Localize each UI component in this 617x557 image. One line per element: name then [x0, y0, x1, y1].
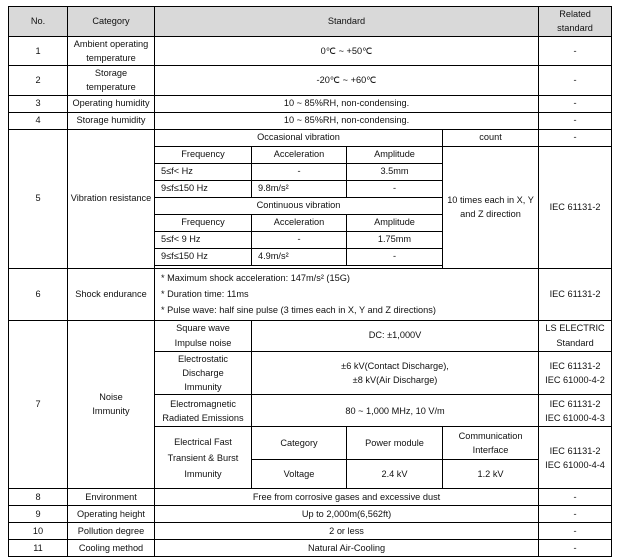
category-cell: Vibration resistance [68, 129, 155, 268]
frequency-value: 5≤f< Hz [155, 163, 252, 180]
category-line: Ambient operating [73, 38, 149, 49]
related-standard: - [539, 66, 612, 96]
standard-value: 0℃ ~ +50℃ [155, 36, 539, 66]
header-line: Communication [458, 431, 523, 441]
name-line: Immunity [184, 468, 222, 479]
related-line: LS ELECTRIC [545, 323, 605, 334]
row-number: 6 [9, 268, 68, 320]
name-line: Electromagnetic [170, 398, 236, 409]
count-line: and Z direction [460, 209, 521, 219]
amplitude-value: - [347, 180, 443, 197]
acceleration-value: 9.8m/s² [252, 180, 347, 197]
standard-value: Up to 2,000m(6,562ft) [155, 506, 539, 523]
related-standard: - [539, 112, 612, 129]
header-standard: Standard [155, 7, 539, 37]
standard-value: Free from corrosive gases and excessive dust [155, 489, 539, 506]
related-standard: - [539, 540, 612, 557]
eft-voltage-label: Voltage [252, 460, 347, 489]
name-line: Radiated Emissions [162, 412, 244, 423]
row-number: 9 [9, 506, 68, 523]
related-standard: IEC 61131-2 [539, 268, 612, 320]
related-standard: - [539, 129, 612, 146]
related-standard: - [539, 95, 612, 112]
row-number: 4 [9, 112, 68, 129]
table-row [9, 320, 612, 351]
header-row [9, 7, 612, 37]
amplitude-value: - [347, 248, 443, 265]
table-row [9, 112, 612, 129]
acceleration-value: - [252, 231, 347, 248]
occasional-vibration-label: Occasional vibration [155, 129, 443, 146]
header-category: Category [68, 7, 155, 37]
standard-value: 10 ~ 85%RH, non-condensing. [155, 112, 539, 129]
table-row [9, 66, 612, 96]
frequency-header: Frequency [155, 214, 252, 231]
amplitude-header: Amplitude [347, 214, 443, 231]
row-number: 3 [9, 95, 68, 112]
shock-details [155, 268, 539, 320]
row-number: 11 [9, 540, 68, 557]
name-line: Electrostatic Discharge [177, 353, 229, 378]
header-related-standard: Related standard [539, 7, 612, 37]
count-header: count [443, 129, 539, 146]
table-row [9, 540, 612, 557]
category-line: Noise [99, 392, 123, 403]
category-cell [68, 320, 155, 489]
acceleration-value: 4.9m/s² [252, 248, 347, 265]
frequency-header: Frequency [155, 146, 252, 163]
related-line: Standard [556, 337, 594, 348]
related-line: IEC 61131-2 [549, 398, 601, 409]
standard-value: Natural Air-Cooling [155, 540, 539, 557]
shock-line: * Pulse wave: half sine pulse (3 times each in X, Y and Z directions) [161, 305, 436, 316]
related-standard: - [539, 489, 612, 506]
related-standard [539, 351, 612, 395]
electromagnetic-name [155, 395, 252, 427]
category-cell [68, 36, 155, 66]
header-line: Interface [472, 445, 509, 456]
category-cell: Operating humidity [68, 95, 155, 112]
count-line: 10 times each in X, Y [447, 194, 534, 205]
standard-value: 2 or less [155, 523, 539, 540]
square-wave-name [155, 320, 252, 351]
row-number: 1 [9, 36, 68, 66]
category-line: Immunity [92, 406, 130, 417]
category-cell: Cooling method [68, 540, 155, 557]
amplitude-header: Amplitude [347, 146, 443, 163]
name-line: Impulse noise [174, 337, 232, 348]
specifications-table [8, 6, 612, 557]
acceleration-header: Acceleration [252, 146, 347, 163]
related-standard [539, 427, 612, 489]
name-line: Transient & Burst [167, 452, 239, 463]
table-row [9, 268, 612, 320]
table-row [9, 95, 612, 112]
table-row [9, 489, 612, 506]
amplitude-value: 1.75mm [347, 231, 443, 248]
row-number: 10 [9, 523, 68, 540]
square-wave-standard: DC: ±1,000V [252, 320, 539, 351]
category-cell: Storage temperature [68, 66, 155, 96]
count-cell [443, 146, 539, 268]
category-cell: Environment [68, 489, 155, 506]
related-line: IEC 61131-2 [549, 360, 601, 371]
related-standard: - [539, 506, 612, 523]
name-line: Immunity [184, 382, 222, 392]
eft-comm-value: 1.2 kV [443, 460, 539, 489]
row-number: 8 [9, 489, 68, 506]
acceleration-header: Acceleration [252, 214, 347, 231]
shock-line: * Maximum shock acceleration: 147m/s² (15G) [161, 272, 350, 283]
standard-line: ±6 kV(Contact Discharge), [341, 360, 449, 371]
header-no: No. [9, 7, 68, 37]
esd-standard [252, 351, 539, 395]
category-cell: Pollution degree [68, 523, 155, 540]
category-cell: Operating height [68, 506, 155, 523]
related-standard: - [539, 36, 612, 66]
electromagnetic-standard: 80 ~ 1,000 MHz, 10 V/m [252, 395, 539, 427]
related-line: IEC 61000-4-3 [545, 412, 605, 423]
related-standard [539, 320, 612, 351]
esd-name [155, 351, 252, 395]
related-standard: - [539, 523, 612, 540]
eft-category-header: Category [252, 427, 347, 460]
frequency-value: 9≤f≤150 Hz [155, 180, 252, 197]
related-standard [539, 395, 612, 427]
standard-line: ±8 kV(Air Discharge) [352, 374, 438, 385]
frequency-value: 5≤f< 9 Hz [155, 231, 252, 248]
continuous-vibration-label: Continuous vibration [155, 197, 443, 214]
category-line: temperature [86, 52, 136, 63]
standard-value: -20℃ ~ +60℃ [155, 66, 539, 96]
table-row [9, 129, 612, 146]
related-standard: IEC 61131-2 [539, 146, 612, 268]
shock-line: * Duration time: 11ms [161, 288, 249, 299]
related-line: IEC 61000-4-4 [545, 459, 605, 470]
standard-value: 10 ~ 85%RH, non-condensing. [155, 95, 539, 112]
row-number: 5 [9, 129, 68, 268]
name-line: Electrical Fast [174, 436, 232, 447]
acceleration-value: - [252, 163, 347, 180]
name-line: Square wave [176, 323, 230, 334]
row-number: 2 [9, 66, 68, 96]
frequency-value: 9≤f≤150 Hz [155, 248, 252, 265]
table-row [9, 506, 612, 523]
amplitude-value: 3.5mm [347, 163, 443, 180]
category-cell: Storage humidity [68, 112, 155, 129]
category-cell: Shock endurance [68, 268, 155, 320]
eft-power-value: 2.4 kV [347, 460, 443, 489]
eft-name [155, 427, 252, 489]
table-row [9, 523, 612, 540]
related-line: IEC 61131-2 [549, 445, 601, 456]
related-line: IEC 61000-4-2 [545, 374, 605, 385]
table-row [9, 36, 612, 66]
eft-comm-header [443, 427, 539, 460]
eft-power-header: Power module [347, 427, 443, 460]
row-number: 7 [9, 320, 68, 489]
